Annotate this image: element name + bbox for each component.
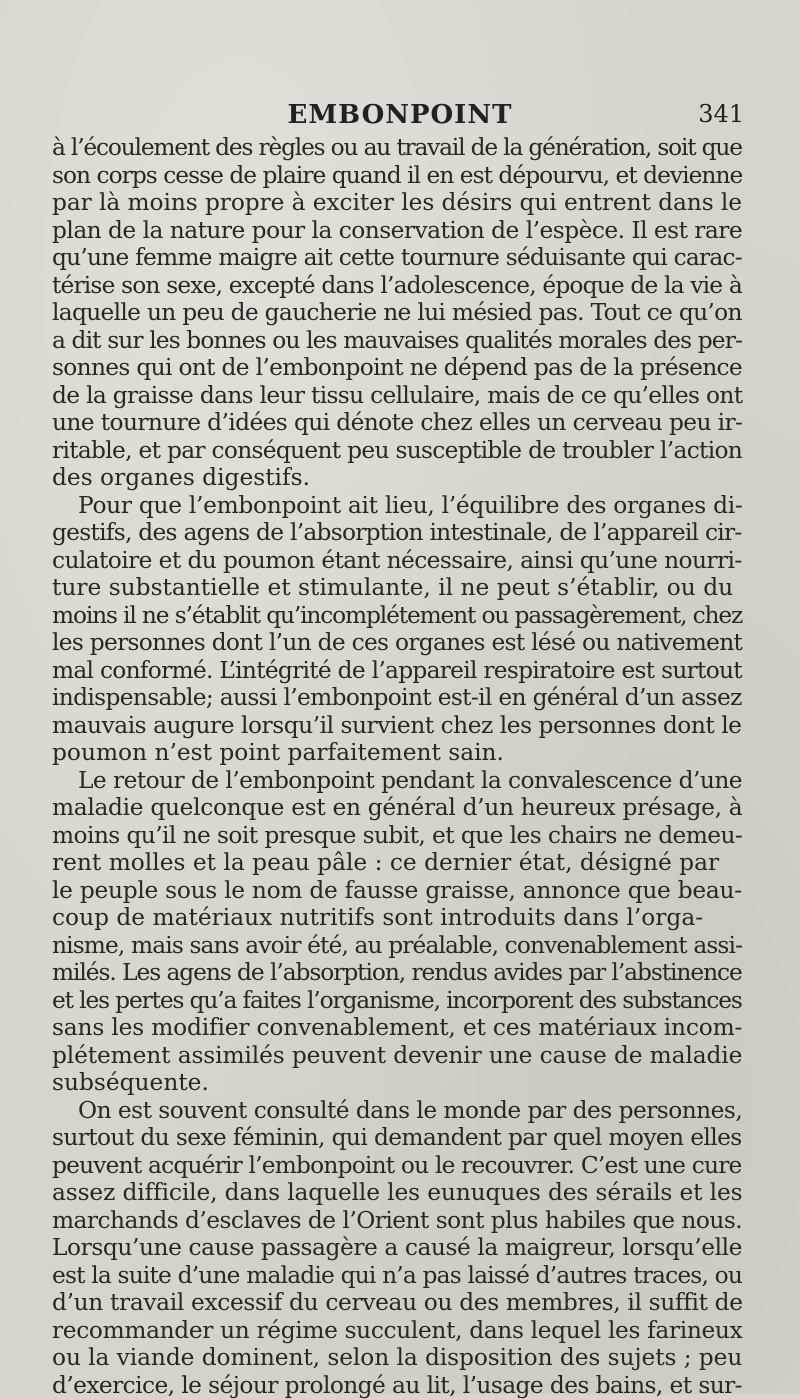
text-line: sans les modifier convenablement, et ces matériaux incom- bbox=[52, 1014, 742, 1042]
paragraph bbox=[52, 134, 742, 492]
text-line: marchands d’esclaves de l’Orient sont plus habiles que nous. bbox=[52, 1207, 742, 1235]
text-line: des organes digestifs. bbox=[52, 464, 742, 492]
text-line: maladie quelconque est en général d’un heureux présage, à bbox=[52, 794, 742, 822]
text-line: les personnes dont l’un de ces organes est lésé ou nativement bbox=[52, 629, 742, 657]
running-title: EMBONPOINT bbox=[56, 100, 744, 130]
body-text bbox=[52, 134, 742, 1399]
text-line: Le retour de l’embonpoint pendant la convalescence d’une bbox=[52, 767, 742, 795]
text-line: mauvais augure lorsqu’il survient chez les personnes dont le bbox=[52, 712, 742, 740]
text-line: plan de la nature pour la conservation de l’espèce. Il est rare bbox=[52, 217, 742, 245]
text-line: rent molles et la peau pâle : ce dernier état, désigné par bbox=[52, 849, 742, 877]
paragraph bbox=[52, 767, 742, 1097]
text-line: une tournure d’idées qui dénote chez elles un cerveau peu ir- bbox=[52, 409, 742, 437]
text-line: de la graisse dans leur tissu cellulaire, mais de ce qu’elles ont bbox=[52, 382, 742, 410]
text-line: à l’écoulement des règles ou au travail de la génération, soit que bbox=[52, 134, 742, 162]
text-line: On est souvent consulté dans le monde par des personnes, bbox=[52, 1097, 742, 1125]
text-line: mal conformé. L’intégrité de l’appareil respiratoire est surtout bbox=[52, 657, 742, 685]
text-line: sonnes qui ont de l’embonpoint ne dépend pas de la présence bbox=[52, 354, 742, 382]
text-line: surtout du sexe féminin, qui demandent par quel moyen elles bbox=[52, 1124, 742, 1152]
text-line: moins il ne s’établit qu’incomplétement ou passagèrement, chez bbox=[52, 602, 742, 630]
text-line: ture substantielle et stimulante, il ne peut s’établir, ou du bbox=[52, 574, 742, 602]
text-line: indispensable; aussi l’embonpoint est-il en général d’un assez bbox=[52, 684, 742, 712]
text-line: par là moins propre à exciter les désirs qui entrent dans le bbox=[52, 189, 742, 217]
text-line: le peuple sous le nom de fausse graisse, annonce que beau- bbox=[52, 877, 742, 905]
text-line: térise son sexe, excepté dans l’adolescence, époque de la vie à bbox=[52, 272, 742, 300]
text-line: laquelle un peu de gaucherie ne lui mésied pas. Tout ce qu’on bbox=[52, 299, 742, 327]
text-line: est la suite d’une maladie qui n’a pas laissé d’autres traces, ou bbox=[52, 1262, 742, 1290]
text-line: coup de matériaux nutritifs sont introduits dans l’orga- bbox=[52, 904, 742, 932]
text-line: nisme, mais sans avoir été, au préalable, convenablement assi- bbox=[52, 932, 742, 960]
text-line: assez difficile, dans laquelle les eunuques des sérails et les bbox=[52, 1179, 742, 1207]
text-line: a dit sur les bonnes ou les mauvaises qualités morales des per- bbox=[52, 327, 742, 355]
text-line: milés. Les agens de l’absorption, rendus avides par l’abstinence bbox=[52, 959, 742, 987]
paragraph bbox=[52, 1097, 742, 1399]
page-number: 341 bbox=[698, 100, 744, 128]
text-line: ou la viande dominent, selon la disposition des sujets ; peu bbox=[52, 1344, 742, 1372]
text-line: poumon n’est point parfaitement sain. bbox=[52, 739, 742, 767]
text-line: culatoire et du poumon étant nécessaire, ainsi qu’une nourri- bbox=[52, 547, 742, 575]
text-line: subséquente. bbox=[52, 1069, 742, 1097]
text-line: ritable, et par conséquent peu susceptible de troubler l’action bbox=[52, 437, 742, 465]
text-line: son corps cesse de plaire quand il en est dépourvu, et devienne bbox=[52, 162, 742, 190]
text-line: recommander un régime succulent, dans lequel les farineux bbox=[52, 1317, 742, 1345]
text-line: peuvent acquérir l’embonpoint ou le recouvrer. C’est une cure bbox=[52, 1152, 742, 1180]
text-line: qu’une femme maigre ait cette tournure séduisante qui carac- bbox=[52, 244, 742, 272]
text-line: plétement assimilés peuvent devenir une cause de maladie bbox=[52, 1042, 742, 1070]
text-line: Pour que l’embonpoint ait lieu, l’équilibre des organes di- bbox=[52, 492, 742, 520]
text-line: et les pertes qu’a faites l’organisme, incorporent des substances bbox=[52, 987, 742, 1015]
text-line: moins qu’il ne soit presque subit, et que les chairs ne demeu- bbox=[52, 822, 742, 850]
paragraph bbox=[52, 492, 742, 767]
text-line: d’un travail excessif du cerveau ou des membres, il suffit de bbox=[52, 1289, 742, 1317]
text-line: gestifs, des agens de l’absorption intestinale, de l’appareil cir- bbox=[52, 519, 742, 547]
text-line: d’exercice, le séjour prolongé au lit, l’usage des bains, et sur- bbox=[52, 1372, 742, 1399]
text-line: Lorsqu’une cause passagère a causé la maigreur, lorsqu’elle bbox=[52, 1234, 742, 1262]
